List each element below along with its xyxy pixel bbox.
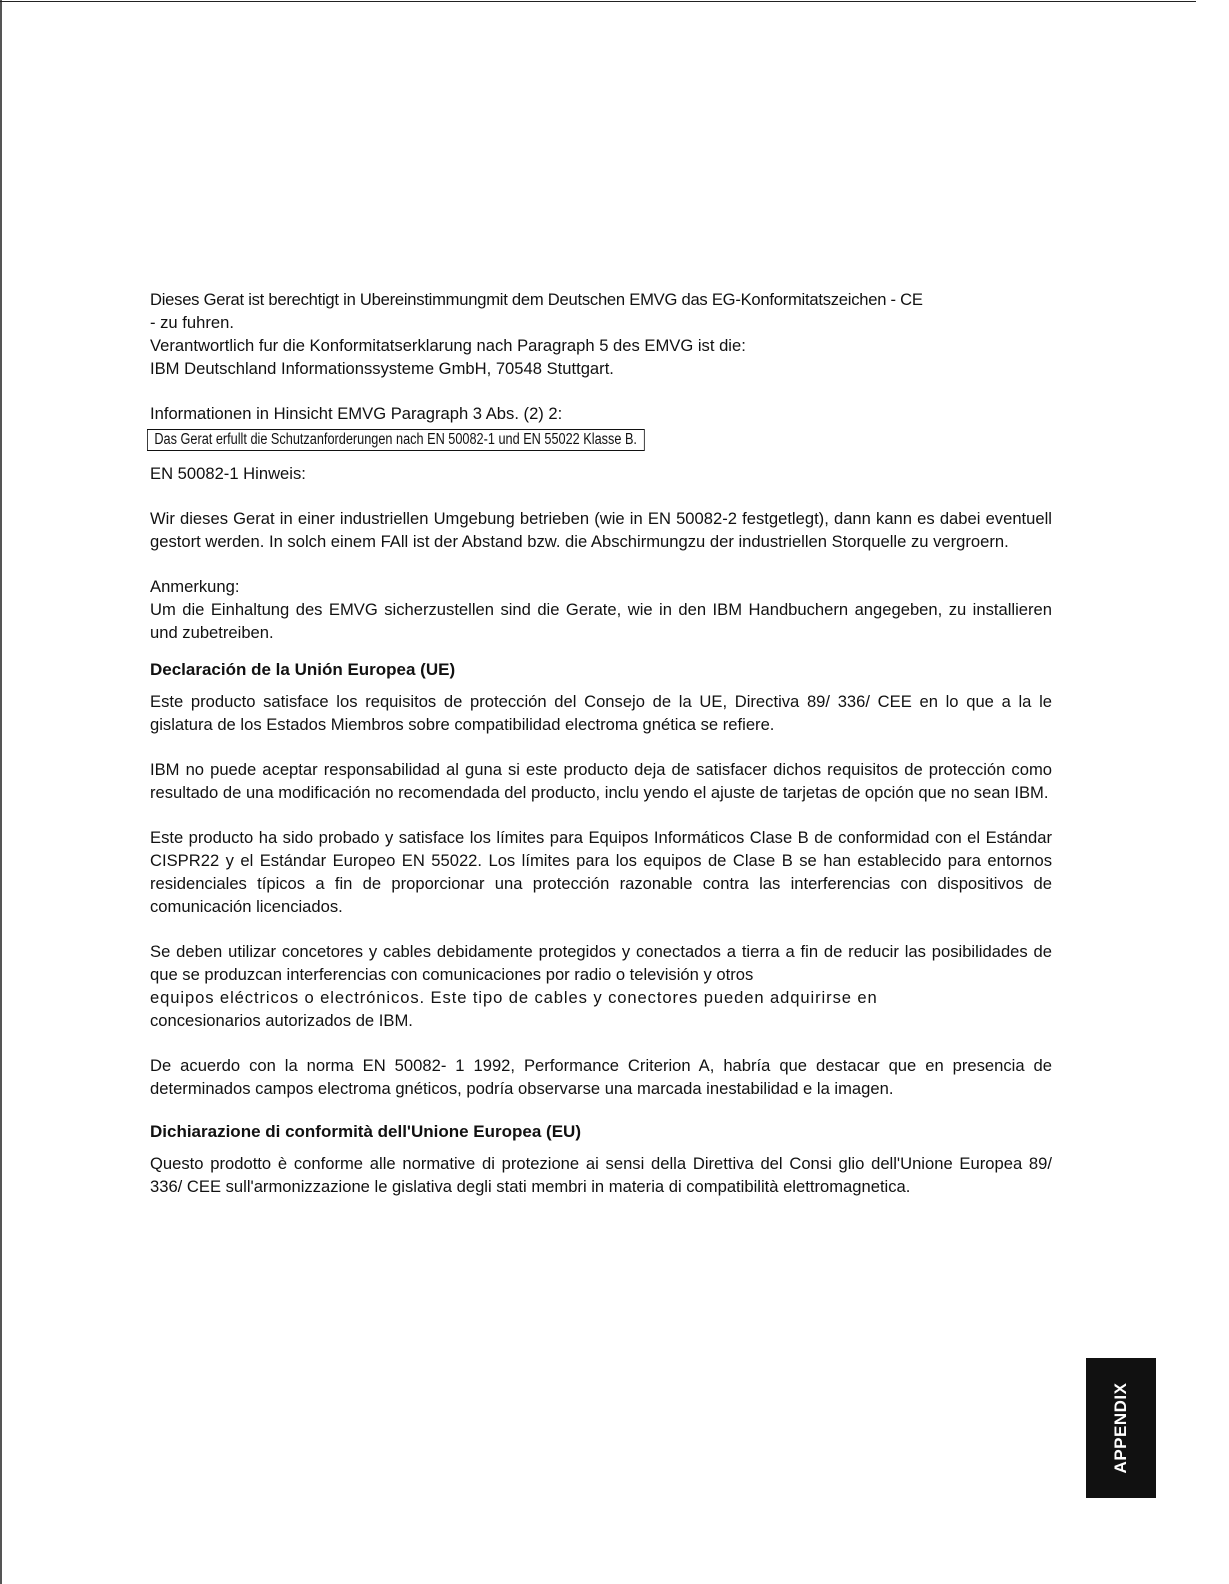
de-boxed-statement: Das Gerat erfullt die Schutzanforderungen nach EN 50082-1 und EN 55022 Klasse B.: [147, 429, 644, 451]
de-anmerkung-title: Anmerkung:: [150, 577, 240, 596]
es-paragraph-5: De acuerdo con la norma EN 50082- 1 1992, Performance Criterion A, habría que destacar que en presencia de determinados campos electroma gnéticos, podría observarse una marcada inestabilidad e la imagen.: [150, 1056, 1052, 1098]
de-hinweis-text: Wir dieses Gerat in einer industriellen Umgebung betrieben (wie in EN 50082-2 festgetlegt), dann kann es dabei eventuell gestort werden. In solch einem FAll ist der Abstand bzw. die Abschirmungzu der industriellen Storquelle zu vergroern.: [150, 509, 1052, 551]
appendix-tab-label: APPENDIX: [1111, 1382, 1130, 1474]
italian-eu-section: [150, 1122, 1052, 1198]
it-heading: Dichiarazione di conformità dell'Unione Europea (EU): [150, 1122, 581, 1141]
es-heading: Declaración de la Unión Europea (UE): [150, 660, 456, 679]
es-paragraph-4-lines: Se deben utilizar concetores y cables debidamente protegidos y conectados a tierra a fin de reducir las posibilidades de que se produzcan interferencias con comunicaciones por radio o televisión y otros: [150, 942, 1052, 984]
de-company: IBM Deutschland Informationssysteme GmbH, 70548 Stuttgart.: [150, 359, 614, 378]
page-left-border: [0, 0, 2, 1584]
es-paragraph-1: Este producto satisface los requisitos de protección del Consejo de la UE, Directiva 89/ 336/ CEE en lo que a la le gislatura de los Estados Miembros sobre compatibilidad electroma gnética se refiere.: [150, 692, 1052, 734]
document-body: [150, 288, 1052, 1198]
it-paragraph-1: Questo prodotto è conforme alle normative di protezione ai sensi della Direttiva del Consi glio dell'Unione Europea 89/ 336/ CEE sull'armonizzazione le gislativa degli stati membri in materia di compatibilità elettromagnetica.: [150, 1154, 1052, 1196]
de-intro-line1: Dieses Gerat ist berechtigt in Ubereinstimmungmit dem Deutschen EMVG das EG-Konformitatszeichen - CE: [150, 290, 923, 309]
appendix-side-tab: [1086, 1358, 1156, 1498]
es-paragraph-4-last-line: concesionarios autorizados de IBM.: [150, 1011, 413, 1030]
spanish-eu-section: [150, 660, 1052, 1100]
de-info: Informationen in Hinsicht EMVG Paragraph 3 Abs. (2) 2:: [150, 404, 563, 423]
de-responsible: Verantwortlich fur die Konformitatserklarung nach Paragraph 5 des EMVG ist die:: [150, 336, 746, 355]
de-hinweis-title: EN 50082-1 Hinweis:: [150, 464, 306, 483]
de-intro-line2: - zu fuhren.: [150, 313, 234, 332]
german-emvg-section: [150, 288, 1052, 644]
de-anmerkung-text: Um die Einhaltung des EMVG sicherzustellen sind die Gerate, wie in den IBM Handbuchern angegeben, zu installieren und zubetreiben.: [150, 600, 1052, 642]
es-paragraph-4: [150, 940, 1052, 1032]
es-paragraph-2: IBM no puede aceptar responsabilidad al guna si este producto deja de satisfacer dichos requisitos de protección como resultado de una modificación no recomendada del producto, inclu yendo el ajuste de tarjetas de opción que no sean IBM.: [150, 760, 1052, 802]
page-top-border: [0, 1, 1196, 2]
es-paragraph-4-wide-line: equipos eléctricos o electrónicos. Este tipo de cables y conectores pueden adquirirse en: [150, 988, 878, 1007]
es-paragraph-3: Este producto ha sido probado y satisface los límites para Equipos Informáticos Clase B de conformidad con el Estándar CISPR22 y el Estándar Europeo EN 55022. Los límites para los equipos de Clase B se han establecido para entornos residenciales típicos a fin de proporcionar una protección razonable contra las interferencias con dispositivos de comunicación licenciados.: [150, 828, 1052, 916]
de-boxed-statement-row: [150, 429, 1052, 454]
